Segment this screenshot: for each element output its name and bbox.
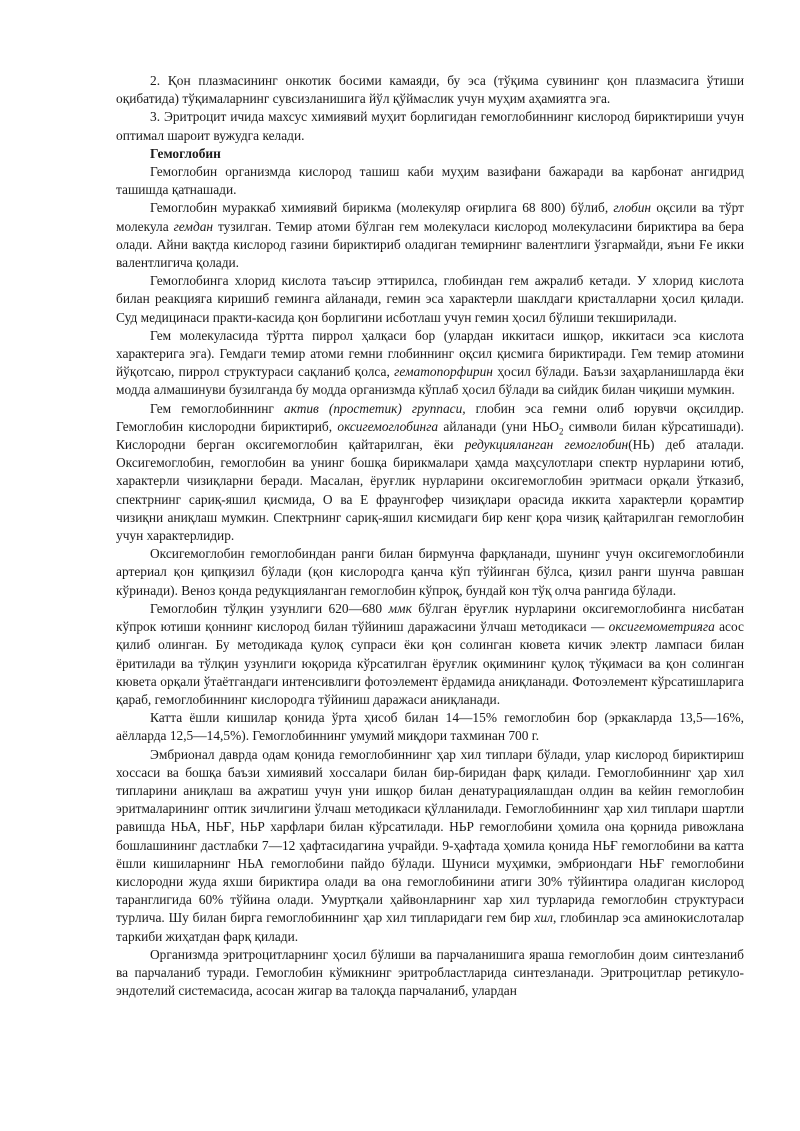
italic-term-oxyhemometry: оксигемометрияга <box>608 619 715 635</box>
text-run: асос қилиб олинган. Бу методикада қулоқ супраси ёки қон солинган кювета кичик электр лампаси билан ёритилади ва тўлқин узунлиги юқорида кўрсатилган ёруғлик оқимининг қулоқ тўқимаси ва қон солинган кювета орқали ўтаётгандаги интенсивлиги фотоэлемент ёрдамида аниқланади. Фотоэлемент кўрсатишларига қараб, гемоглобиннинг кислородга тўйиниш даражаси аниқланади. <box>116 619 744 707</box>
paragraph-hemin-crystals: Гемоглобинга хлорид кислота таъсир эттирилса, глобиндан гем ажралиб кетади. У хлорид кислота билан реакцияга киришиб геминга айланади, гемин эса характерли шаклдаги кристалларни ҳосил қилади. Суд медицинаси практи-касида қон борлигини исботлаш учун гемин ҳосил бўлиши текширилади. <box>116 273 744 325</box>
paragraph-hemoglobin-structure <box>116 199 744 272</box>
text-run: тузилган. Темир атоми бўлган гем молекуласи кислород молекуласини бириктира ва бера олади. Айни вақтда кислород газини бириктириб оладиган темирнинг валентлиги ўзгармайди, яъни Fe икки валентлигича қолади. <box>116 218 744 271</box>
italic-term-globin: глобин <box>613 200 652 216</box>
paragraph-hemoglobin-amount: Катта ёшли кишилар қонида ўрта ҳисоб билан 14—15% гемоглобин бор (эркакларда 13,5—16%, аёлларда 12,5—14,5%). Гемоглобиннинг умумий миқдори тахминан 700 г. <box>116 710 744 744</box>
italic-term-hematoporphyrin: гематопорфирин <box>394 364 493 380</box>
italic-word-khil: хил <box>534 910 553 926</box>
text-run: глобин эса гемни олиб юрувчи оқсилдир. Гемоглобин кислородни бириктириб, <box>116 400 744 434</box>
text-run: Гем гемоглобиннинг <box>150 400 284 416</box>
paragraph-embryonic-types <box>116 746 744 946</box>
text-run: символи билан кўрсатишади). Кислородни берган оксигемоглобин қайтарилган, ёки <box>116 418 744 453</box>
italic-unit-mmk: ммк <box>388 600 412 616</box>
text-run: оқсили ва тўрт молекула <box>116 200 744 234</box>
paragraph-erythrocyte-environment: 3. Эритроцит ичида махсус химиявий муҳит борлигидан гемоглобиннинг кислород бириктириши учун оптимал шароит вужудга келади. <box>116 109 744 143</box>
text-run: (НЬ) деб аталади. Оксигемоглобин, гемоглобин ва унинг бошқа бирикмалари ҳамда маҳсулотлари спектр нурларини ютиб, характерли чизиқларни беради. Масалан, ёруғлик нурларини оксигемоглобин эритмаси орқали ўтказиб, спектрнинг сариқ-яшил қисмида, О ва Е фраунгофер чизиқлари орасида иккита характерли қорамтир чизиқни аниқлаш мумкин. Спектрнинг сариқ-яшил кисмидаги бир кенг қора чизиқ қайтарилган гемоглобин учун характерлидир. <box>116 437 745 544</box>
text-run: Гемоглобин мураккаб химиявий бирикма (молекуляр оғирлига 68 800) бўлиб, <box>150 200 614 216</box>
italic-term-heme: гемдан <box>173 218 214 234</box>
text-run: Эмбрионал даврда одам қонида гемоглобиннинг ҳар хил типлари бўлади, улар кислород бириктириш хоссаси ва бошқа баъзи химиявий хоссалари билан бир-биридан фарқ қилади. Гемоглобиннинг ҳар хил типларини аниқлаш ва ажратиш учун уни ишқор билан денатурациялашдан олдин ва кейин гемоглобин эритмаларининг оптик зичлигини ўлчаш методикаси қўлланилади. Гемоглобиннинг ҳар хил типлари шартли равишда НЬА, НЬҒ, НЬР харфлари билан кўрсатилади. НЬР гемоглобини ҳомила она қорнида ривожлана бошлашининг дастлабки 7—12 ҳафтасидагина учрайди. 9-ҳафтада ҳомила қонида НЬҒ гемоглобини ва катта ёшли кишиларнинг НЬА гемоглобини пайдо бўлади. Шуниси муҳимки, эмбриондаги НЬҒ гемоглобини кислородни жуда яхши бириктира олади ва она гемоглобинини атиги 30% тўйинтира оладиган кислород таранглигида 60% тўйина олади. Умуртқали ҳайвонларнинг хар хил турларида гемоглобин структураси турлича. Шу билан бирга гемоглобиннинг ҳар хил типларидаги гем бир <box>116 746 744 926</box>
italic-term-reduced-hemoglobin: редукцияланган гемоглобин <box>464 437 629 453</box>
paragraph-oxyhemometry <box>116 600 744 709</box>
subscript-two: 2 <box>559 426 564 437</box>
text-run: , глобинлар эса аминокислоталар таркиби жиҳатдан фарқ қилади. <box>116 910 744 944</box>
paragraph-hemoglobin-synthesis: Организмда эритроцитларнинг ҳосил бўлиши ва парчаланишига яраша гемоглобин доим синтезланиб ва парчаланиб туради. Гемоглобин кўмикнинг эритробластларида синтезланади. Эритроцитлар ретикуло-эндотелий системасида, асосан жигар ва талоқда парчаланиб, улардан <box>116 946 744 999</box>
text-run: Гем молекуласида тўртта пиррол ҳалқаси бор (улардан иккитаси ишқор, иккитаси эса кислота характерига эга). Гемдаги темир атоми гемни глобиннинг оқсил қисмига бириктиради. Гем темир атомини йўқотсаю, пиррол структураси сақланиб қолса, <box>116 327 744 380</box>
text-run: айланади (уни НЬО <box>438 418 559 434</box>
paragraph-oxyhemoglobin-spectrum <box>116 400 744 546</box>
paragraph-pyrrole-rings <box>116 327 744 400</box>
italic-term-prosthetic-group: актив (простетик) группаси, <box>283 400 466 416</box>
italic-term-oxyhemoglobin: оксигемоглобинга <box>337 418 439 434</box>
text-run: бўлган ёруғлик нурларини оксигемоглобинга нисбатан кўпрок ютиши қоннинг кислород билан тўйиниш даражасини ўлчаш методикаси — <box>116 600 744 635</box>
paragraph-oncotic-pressure: 2. Қон плазмасининг онкотик босими камаяди, бу эса (тўқима сувининг қон плазмасига ўтиши оқибатида) тўқималарнинг сувсизланишига йўл қўймаслик учун муҳим аҳамиятга эга. <box>116 73 744 107</box>
paragraph-blood-color: Оксигемоглобин гемоглобиндан ранги билан бирмунча фарқланади, шунинг учун оксигемоглобинли артериал қон қипқизил бўлади (қон кислородга қанча кўп тўйинган бўлса, қизил ранги шунча равшан кўринади). Веноз қонда редукцияланган гемоглобин кўпроқ, бундай кон тўқ олча рангида бўлади. <box>116 546 744 598</box>
paragraph-hemoglobin-function: Гемоглобин организмда кислород ташиш каби муҳим вазифани бажаради ва карбонат ангидрид ташишда қатнашади. <box>116 164 744 198</box>
text-run: ҳосил бўлади. Баъзи заҳарланишларда ёки модда алмашинуви бузилганда бу модда организмда кўплаб ҳосил бўлади ва сийдик билан чиқиши мумкин. <box>116 364 744 398</box>
text-run: Гемоглобин тўлқин узунлиги 620—680 <box>150 600 389 616</box>
section-heading-hemoglobin: Гемоглобин <box>150 145 221 161</box>
